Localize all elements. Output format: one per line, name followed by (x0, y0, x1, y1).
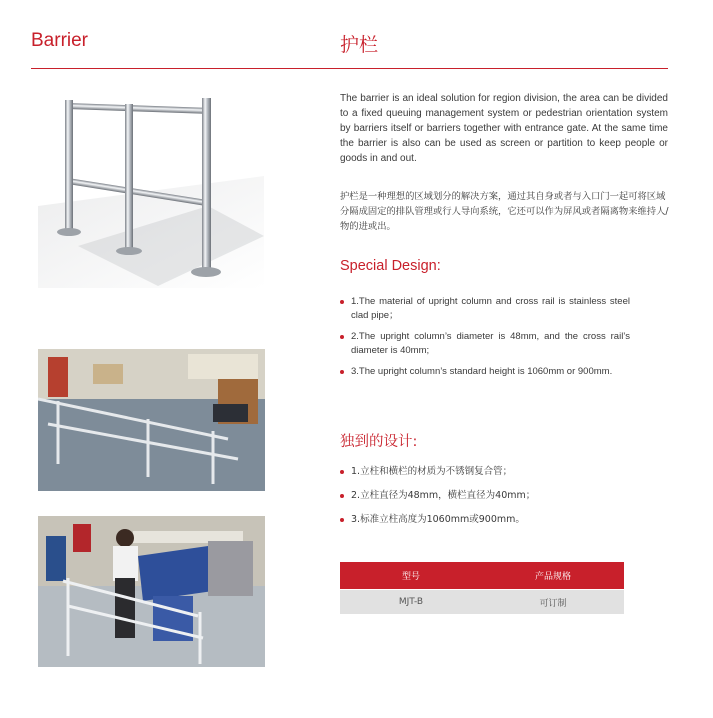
list-item: 3.标准立柱高度为1060mm或900mm。 (340, 513, 630, 527)
bullet-icon (340, 494, 344, 498)
header-model: 型号 (340, 562, 482, 590)
bullet-icon (340, 300, 344, 304)
bullet-icon (340, 518, 344, 522)
spec-table (340, 562, 624, 614)
page-title: Barrier (31, 30, 89, 51)
header-divider (31, 68, 668, 69)
list-item: 2.The upright column’s diameter is 48mm, and the cross rail’s diameter is 40mm; (340, 330, 630, 358)
table-header-row (340, 562, 624, 590)
page-title-cn: 护栏 (340, 34, 379, 56)
bullet-icon (340, 470, 344, 474)
store-queue-photo (38, 349, 265, 491)
table-row (340, 590, 624, 615)
header-spec: 产品规格 (482, 562, 624, 590)
barrier-product-photo (38, 86, 264, 288)
bullet-icon (340, 335, 344, 339)
list-item: 1.立柱和横栏的材质为不锈钢复合管； (340, 465, 630, 479)
list-item: 3.The upright column’s standard height is 1060mm or 900mm. (340, 365, 630, 379)
special-design-list (340, 295, 630, 386)
cell-spec: 可订制 (482, 590, 624, 615)
intro-cn: 护栏是一种理想的区域划分的解决方案，通过其自身或者与入口门一起可将区域分隔成固定的排队管理或行人导向系统，它还可以作为屏风或者隔离物来维持人/物的进或出。 (340, 191, 669, 232)
special-design-list-cn (340, 465, 630, 537)
terminal-queue-photo (38, 516, 265, 667)
bullet-icon (340, 370, 344, 374)
list-item: 2.立柱直径为48mm，横栏直径为40mm； (340, 489, 630, 503)
cell-model: MJT-B (340, 590, 482, 615)
special-design-heading-cn: 独到的设计: (340, 434, 418, 450)
special-design-heading: Special Design: (340, 258, 441, 274)
intro-en: The barrier is an ideal solution for region division, the area can be divided to a fixed queuing management system or pedestrian orientation system by barriers itself or barriers together with entrance gate. At the same time the barrier is also can be used as screen or partition to keep people or goods in and out. (340, 93, 668, 164)
list-item: 1.The material of upright column and cross rail is stainless steel clad pipe； (340, 295, 630, 323)
